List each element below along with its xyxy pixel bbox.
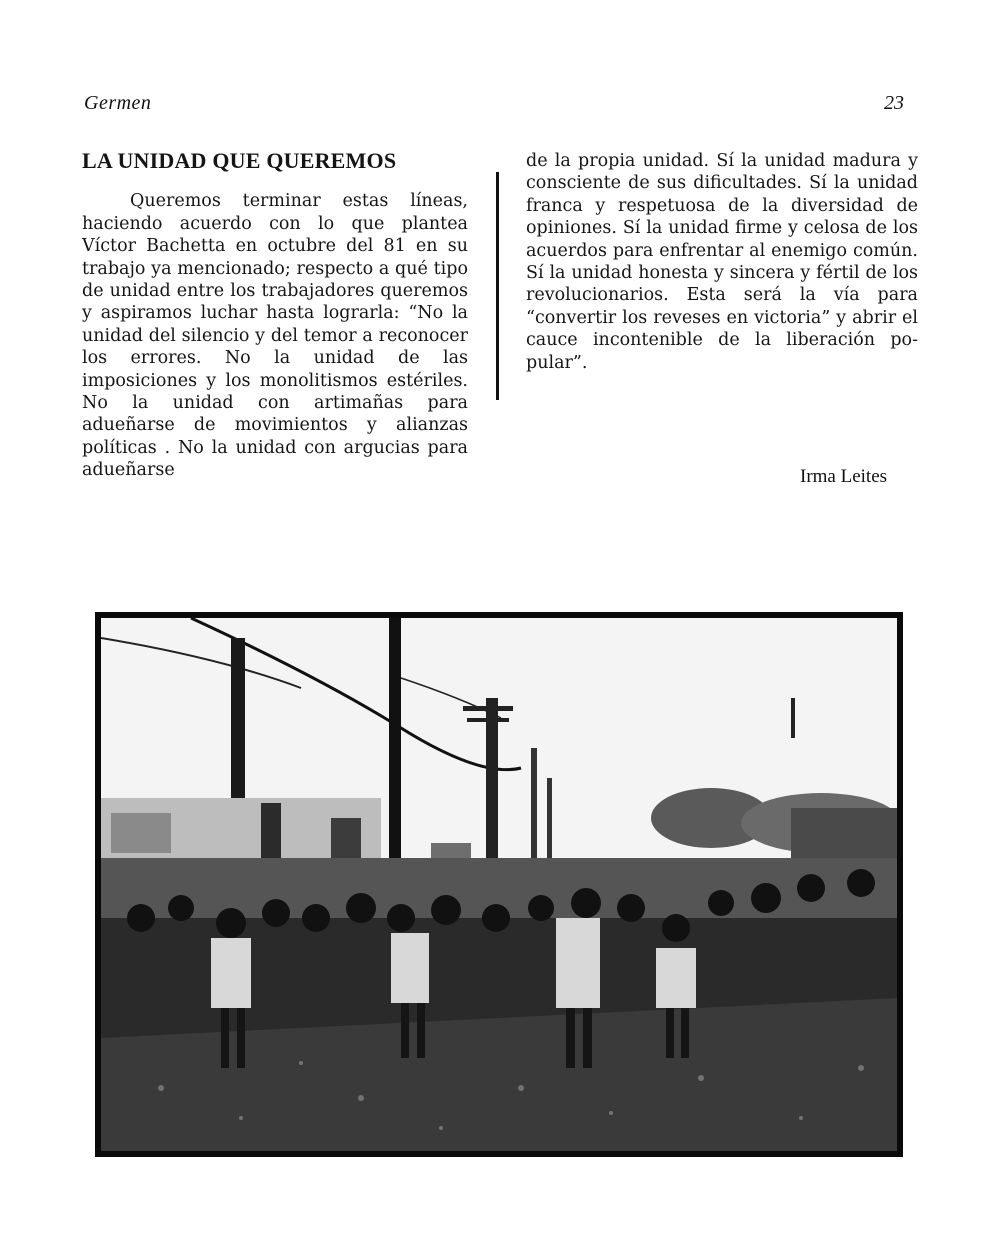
left-column [82, 150, 468, 482]
right-column-text: de la propia unidad. Sí la unidad madura y consciente de sus dificultades. Sí la unidad franca y respetuosa de la diversidad de opiniones. Sí la unidad firme y celosa de los acuerdos para enfrentar al enemigo común. Sí la unidad honesta y sincera y fértil de los revolucionarios. Esta será la vía para “convertir los reveses en victoria” y abrir el cauce incontenible de la liberación popular”. [526, 151, 918, 373]
right-column [526, 150, 918, 374]
section-title: LA UNIDAD QUE QUEREMOS [82, 148, 397, 173]
march-photograph [95, 612, 903, 1157]
page-number: 23 [884, 92, 904, 114]
journal-title: Germen [84, 92, 152, 114]
column-divider [496, 172, 499, 400]
photo-illustration [101, 618, 897, 1151]
author-signature: Irma Leites [800, 466, 888, 487]
left-column-text: Queremos terminar estas líneas, haciendo acuerdo con lo que plantea Víctor Bachetta en octubre del 81 en su trabajo ya mencionado; respecto a qué tipo de unidad entre los trabajadores queremos y aspiramos luchar hasta lograrla: “No la unidad del silencio y del temor a reconocer los errores. No la unidad de las imposiciones y los monolitismos estériles. No la unidad con artimañas para adueñarse de movimientos y alianzas políticas . No la unidad con argucias para adueñarse [82, 191, 468, 481]
running-head [84, 92, 904, 116]
